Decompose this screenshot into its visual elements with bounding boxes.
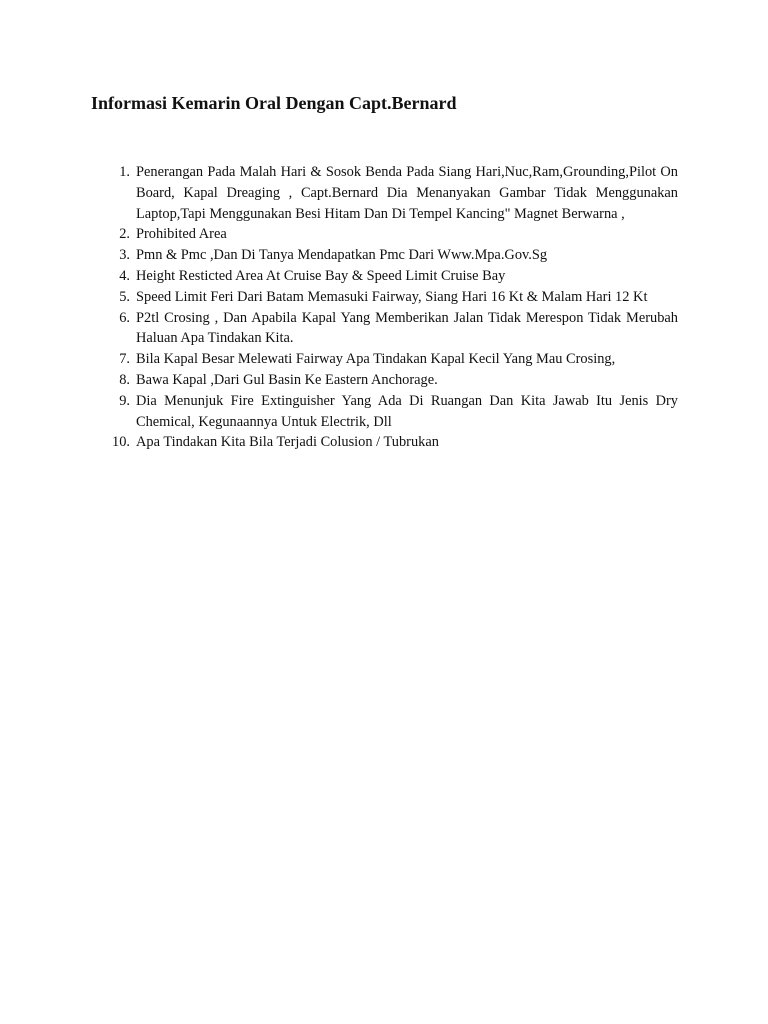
list-item-number: 3.: [119, 247, 130, 264]
list-item-text: Bawa Kapal ,Dari Gul Basin Ke Eastern Anchorage.: [136, 371, 438, 388]
list-item-text: Speed Limit Feri Dari Batam Memasuki Fairway, Siang Hari 16 Kt & Malam Hari 12 Kt: [136, 288, 648, 305]
list-item-text: Prohibited Area: [136, 226, 227, 243]
list-item-number: 4.: [119, 267, 130, 284]
list-item: [100, 266, 678, 287]
list-item-number: 1.: [119, 164, 130, 180]
list-item-number: 5.: [119, 288, 130, 305]
question-list: [100, 162, 678, 453]
document-title: Informasi Kemarin Oral Dengan Capt.Bernard: [91, 93, 457, 113]
list-item: [100, 308, 678, 350]
list-item-text: Apa Tindakan Kita Bila Terjadi Colusion / Tubrukan: [136, 434, 439, 451]
list-item-number: 10.: [112, 434, 130, 451]
list-item-number: 8.: [119, 371, 130, 388]
list-item: [100, 349, 678, 370]
list-item-text: Bila Kapal Besar Melewati Fairway Apa Tindakan Kapal Kecil Yang Mau Crosing,: [136, 351, 616, 368]
list-item: [100, 162, 678, 224]
list-item: [100, 370, 678, 391]
list-item: [100, 391, 678, 433]
list-item-number: 7.: [119, 351, 130, 368]
list-item-text: Dia Menunjuk Fire Extinguisher Yang Ada Di Ruangan Dan Kita Jawab Itu Jenis Dry Chemical, Kegunaannya Untuk Electrik, Dll: [136, 392, 678, 430]
list-item-text: Pmn & Pmc ,Dan Di Tanya Mendapatkan Pmc Dari Www.Mpa.Gov.Sg: [136, 247, 548, 264]
list-item-number: 6.: [119, 309, 130, 326]
list-item-text: P2tl Crosing , Dan Apabila Kapal Yang Memberikan Jalan Tidak Merespon Tidak Merubah Haluan Apa Tindakan Kita.: [136, 309, 678, 347]
list-item-text: Penerangan Pada Malah Hari & Sosok Benda Pada Siang Hari,Nuc,Ram,Grounding,Pilot On Board, Kapal Dreaging , Capt.Bernard Dia Menanyakan Gambar Tidak Menggunakan Laptop,Tapi Menggunakan Besi Hitam Dan Di Tempel Kancing" Magnet Berwarna ,: [136, 164, 678, 222]
list-item-text: Height Resticted Area At Cruise Bay & Speed Limit Cruise Bay: [136, 267, 506, 284]
list-item-number: 9.: [119, 392, 130, 409]
list-item: [100, 432, 678, 453]
list-item: [100, 287, 678, 308]
list-item-number: 2.: [119, 226, 130, 243]
list-item: [100, 245, 678, 266]
list-item: [100, 224, 678, 245]
